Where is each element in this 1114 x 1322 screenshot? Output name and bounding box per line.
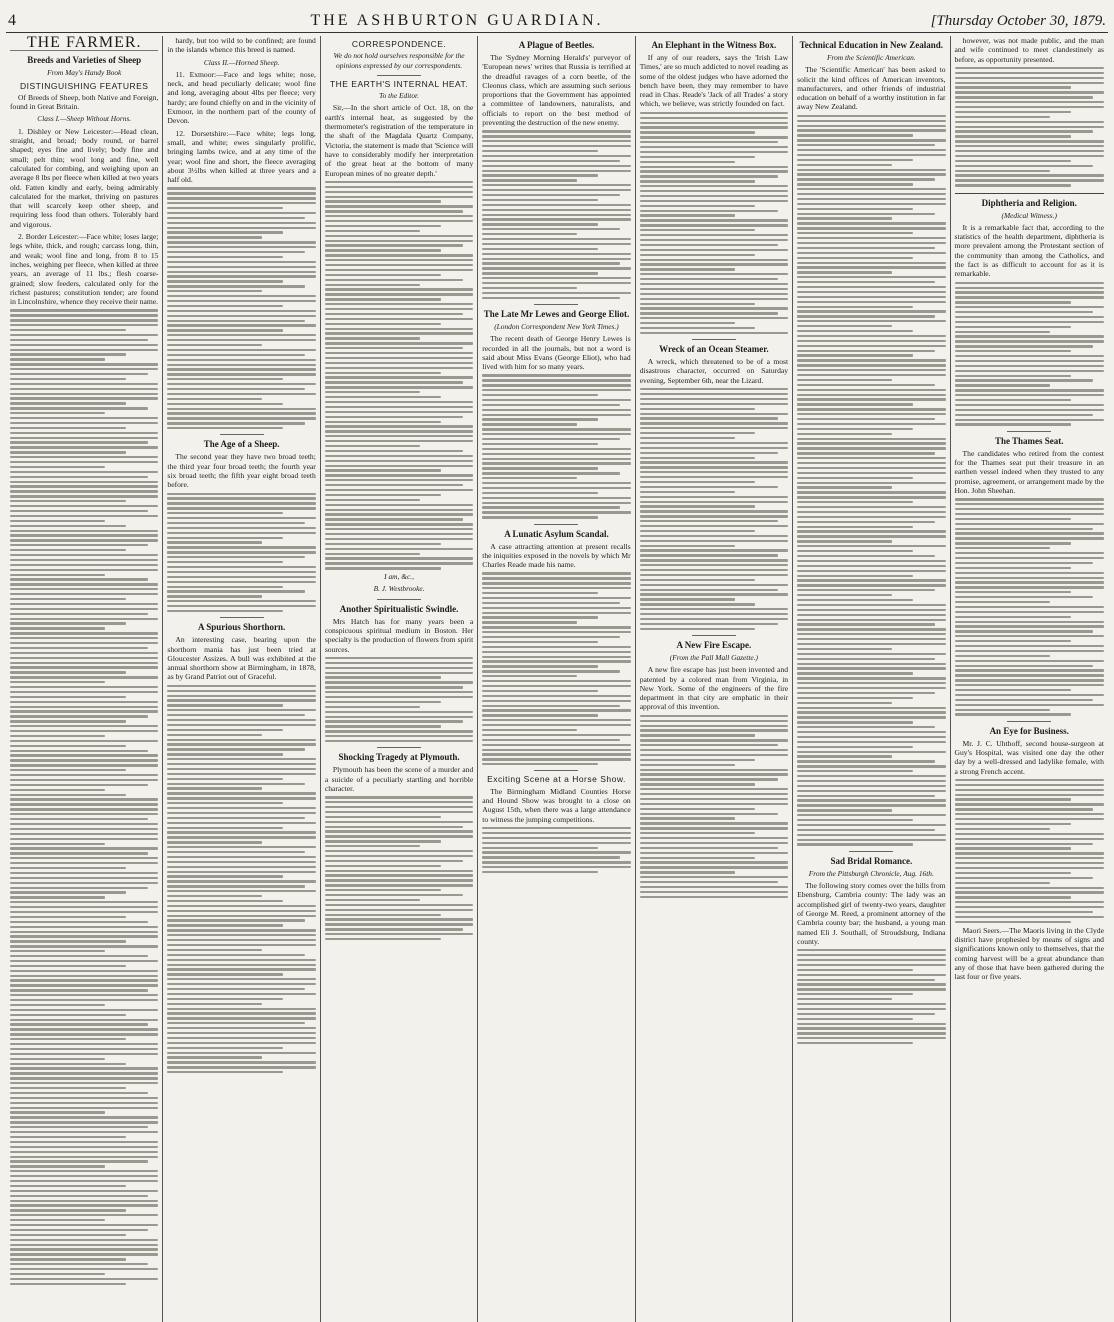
divider (534, 304, 578, 305)
article-subheading: DISTINGUISHING FEATURES (19, 80, 149, 91)
paragraph: Mr. J. C. Uhthoff, second house-surgeon at Guy's Hospital, was visited one day the other day by a well-dressed and ladylike female, with a strong French accent. (954, 738, 1104, 776)
article-intro: Of Breeds of Sheep, both Native and Foreign, found in Great Britain. (10, 92, 159, 112)
divider (1007, 721, 1051, 722)
body-text-lines (955, 779, 1104, 923)
body-text-lines (955, 282, 1104, 426)
article-title-thames-seat: The Thames Seat. (994, 435, 1064, 446)
body-text-lines (482, 827, 630, 873)
body-text-lines (482, 572, 630, 765)
divider (220, 617, 264, 618)
body-text-lines (640, 388, 788, 630)
body-text-lines (797, 949, 945, 1044)
article-source: From the Scientific American. (826, 53, 916, 62)
article-title-bridal-romance: Sad Bridal Romance. (830, 855, 913, 866)
paragraph-maori-seers: Maori Seers.—The Maoris living in the Clyde district have prophesied by means of signs and significations known only to themselves, that the coming harvest will be a great abundance than any of those that have been gathered during the last four or five years. (954, 925, 1104, 982)
article-title-diphtheria: Diphtheria and Religion. (981, 197, 1077, 208)
letter-signature: B. J. Westbrooke. (373, 584, 425, 594)
paragraph: 12. Dorsetshire:—Face white; legs long, small, and white; ewes singularly prolific, bringing lambs twice, and at any time of the year; wool fine and short, the fleece averaging about 3½lbs when killed at three years and a half old. (167, 128, 316, 185)
paper-date: [Thursday October 30, 1879. (930, 13, 1106, 29)
article-title-horse-show: Exciting Scene at a Horse Show. (487, 774, 626, 785)
divider (1007, 431, 1051, 432)
divider (955, 193, 1104, 194)
column-6 (793, 36, 950, 1322)
page-number: 4 (8, 12, 16, 29)
masthead (6, 4, 1108, 33)
section-title-farmer: THE FARMER. (10, 38, 158, 51)
column-2 (163, 36, 320, 1322)
paper-name: THE ASHBURTON GUARDIAN. (310, 12, 604, 29)
body-text-lines (482, 374, 630, 518)
paragraph: Plymouth has been the scene of a murder and a suicide of a peculiarly startling and horrible character. (324, 765, 474, 793)
paragraph: The candidates who retired from the contest for the Thames seat put their treasure in an earthen vessel indeed when they trusted to any promise, agreement, or arrangement made by the Hon. John Sheehan. (954, 448, 1104, 495)
article-title-breeds: Breeds and Varieties of Sheep (27, 55, 142, 66)
letter-addressee: To the Editor. (379, 91, 419, 101)
paragraph: The second year they have two broad teeth; the third year four broad teeth; the fourth year six broad teeth; the fifth year eight broad teeth before. (167, 452, 316, 490)
paragraph: A new fire escape has just been invented and patented by a colored man from Virginia, in New York. Some of the engineers of the fire department in that city are emphatic in their approval of this invention. (639, 665, 789, 712)
body-text-lines (167, 493, 315, 613)
paragraph: An interesting case, bearing upon the shorthorn mania has just been tried at Gloucester Assizes. A bull was exhibited at the annual shorthorn show at Birmingham, in 1878, as by Grand Patriot out of Graceful. (167, 635, 316, 682)
article-title-wreck: Wreck of an Ocean Steamer. (659, 344, 769, 355)
column-3 (321, 36, 478, 1322)
body-text-lines (640, 112, 788, 334)
divider (534, 524, 578, 525)
divider (220, 434, 264, 435)
body-text-lines (167, 685, 315, 1074)
columns (6, 36, 1108, 1322)
article-title-asylum-scandal: A Lunatic Asylum Scandal. (504, 528, 609, 539)
body-text-lines (640, 715, 788, 898)
class-heading: Class II.—Horned Sheep. (203, 57, 280, 67)
article-title-age-of-sheep: The Age of a Sheep. (203, 439, 280, 450)
body-text-lines (325, 181, 473, 570)
paragraph: The recent death of George Henry Lewes is recorded in all the journals, but not a word is said about Miss Evans (George Eliot), who had lived with him for so many years. (482, 334, 631, 372)
article-title-earths-heat: THE EARTH'S INTERNAL HEAT. (329, 78, 469, 89)
article-title-spurious-shorthorn: A Spurious Shorthorn. (197, 622, 286, 633)
column-7 (951, 36, 1108, 1322)
body-text-lines (325, 796, 473, 940)
paragraph: The 'Scientific American' has been asked to solicit the kind offices of American inventors, manufacturers, and other friends of industrial education on behalf of a worthy institution in far away New Zealand. (797, 65, 946, 112)
article-title-fire-escape: A New Fire Escape. (676, 639, 752, 650)
paragraph: A case attracting attention at present recalls the iniquities exposed in the novels by which Mr Charles Reade made his name. (482, 541, 631, 570)
article-title-eye-for-business: An Eye for Business. (989, 725, 1069, 736)
divider (377, 75, 421, 76)
article-title-lewes-eliot: The Late Mr Lewes and George Eliot. (483, 308, 630, 319)
class-heading: Class I.—Sheep Without Horns. (37, 114, 132, 124)
letter-signoff: I am, &c., (384, 572, 414, 582)
divider (377, 599, 421, 600)
paragraph: Mrs Hatch has for many years been a conspicuous spiritual medium in Boston. Her specialty is the production of flowers from spirit sources. (324, 616, 474, 654)
paragraph: It is a remarkable fact that, according to the statistics of the health department, diphtheria is more prevalent among the Protestant section of the community than among the Catholics, and the fact is as difficult to account for as it is remarkable. (954, 222, 1104, 279)
paragraph: The 'Sydney Morning Herald's' purveyor of 'European news' writes that Russia is terrified at the dreadful ravages of a corn beetle, of the Cleonus class, which are assuming such serious proportions that the Government has appointed a committee of landowners, naturalists, and officials to report on the best method of preventing the destruction of the new enemy. (482, 53, 631, 128)
paragraph: 1. Dishley or New Leicester:—Head clean, straight, and broad; body round, or barrel shaped; eyes fine and lively; body fine and small; pelt thin; wool long and fine, well calculated for combing, and weighing upon an average 8 lbs per fleece when killed at two years old. Fatten kindly and early, being admirably calculated for the market, thriving on pastures that will scarcely keep other sheep, and requiring less food than others. Tolerably hard and vigorous. (10, 126, 159, 229)
article-source: (London Correspondent New York Times.) (494, 321, 619, 331)
divider (692, 635, 736, 636)
paragraph: If any of our readers, says the 'Irish Law Times,' are so much addicted to novel reading as some of the oldest judges who have adorned the bench have been, they may remember to have read in Chas. Reade's 'Jack of all Trades' a story which, we believe, was strictly founded on fact. (639, 53, 789, 109)
body-text-lines (10, 309, 158, 1285)
paragraph: Sir,—In the short article of Oct. 18, on the earth's internal heat, as suggested by the thermometer's registration of the temperature in the shaft of the Magdala Quartz Company, Victoria, the statement is made that 'Science will have to considerably modify her interpretation of the great heat at the bottom of many European mines of no greater depth.' (324, 103, 474, 178)
body-text-lines (482, 130, 630, 299)
column-1 (6, 36, 163, 1322)
article-source: (Medical Witness.) (1001, 210, 1057, 220)
paragraph: A wreck, which threatened to be of a most disastrous character, occurred on Saturday evening, September 6th, near the Lizard. (639, 357, 789, 385)
body-text-lines (955, 498, 1104, 715)
article-title-spiritualistic-swindle: Another Spiritualistic Swindle. (339, 603, 459, 614)
divider (849, 851, 893, 852)
divider (534, 770, 578, 771)
body-text-lines (797, 115, 945, 846)
column-4 (478, 36, 635, 1322)
divider (377, 747, 421, 748)
article-title-plague-of-beetles: A Plague of Beetles. (518, 40, 595, 50)
body-text-lines (167, 187, 315, 429)
article-source: From the Pittsburgh Chronicle, Aug. 16th. (808, 868, 934, 878)
body-text-lines (325, 657, 473, 742)
column-5 (636, 36, 793, 1322)
paragraph: 11. Exmoor:—Face and legs white; nose, neck, and head peculiarly delicate; wool fine and long, averaging about 4lbs per fleece; very hardy; are found chiefly on and in the vicinity of Exmoor, in the northern part of the county of Devon. (167, 69, 316, 126)
article-title-technical-education: Technical Education in New Zealand. (799, 40, 944, 50)
paragraph: hardy, but too wild to be confined; are found in the islands whence this breed is named. (167, 36, 316, 55)
body-text-lines (955, 67, 1104, 187)
divider (692, 339, 736, 340)
paragraph: The following story comes over the hills from Ebensburg, Cambria county: The lady was an accomplished girl of twenty-two years, daughter of George M. Reed, a prominent attorney of the Cambria county bar; the husband, a young man named Eli J. Southall, of Stroudsburg, Indiana county. (797, 881, 946, 946)
article-title-elephant: An Elephant in the Witness Box. (651, 40, 777, 50)
correspondence-disclaimer: We do not hold ourselves responsible for the opinions expressed by our correspondents. (333, 51, 465, 70)
section-title-correspondence: CORRESPONDENCE. (351, 39, 447, 49)
paragraph: The Birmingham Midland Counties Horse and Hound Show was brought to a close on August 15th, when there was a large attendance to witness the jumping competitions. (482, 786, 631, 824)
paragraph: however, was not made public, and the man and wife continued to meet clandestinely as before, as opportunity presented. (954, 36, 1104, 64)
article-title-plymouth-tragedy: Shocking Tragedy at Plymouth. (338, 752, 460, 763)
paragraph: 2. Border Leicester:—Face white; loses large; legs white, thick, and rough; carcass long, thin, and weak; wool fine and long, from 8 to 15 inches, weighing per fleece, when killed at three years, an average of 11 lbs.; flesh coarse-grained; slow feeders, calculated only for the richest pastures; constitution tender; are found in Lincolnshire, whence they receive their name. (10, 232, 159, 307)
article-source: (From the Pall Mall Gazette.) (669, 652, 758, 662)
article-source: From May's Handy Book (47, 68, 122, 78)
